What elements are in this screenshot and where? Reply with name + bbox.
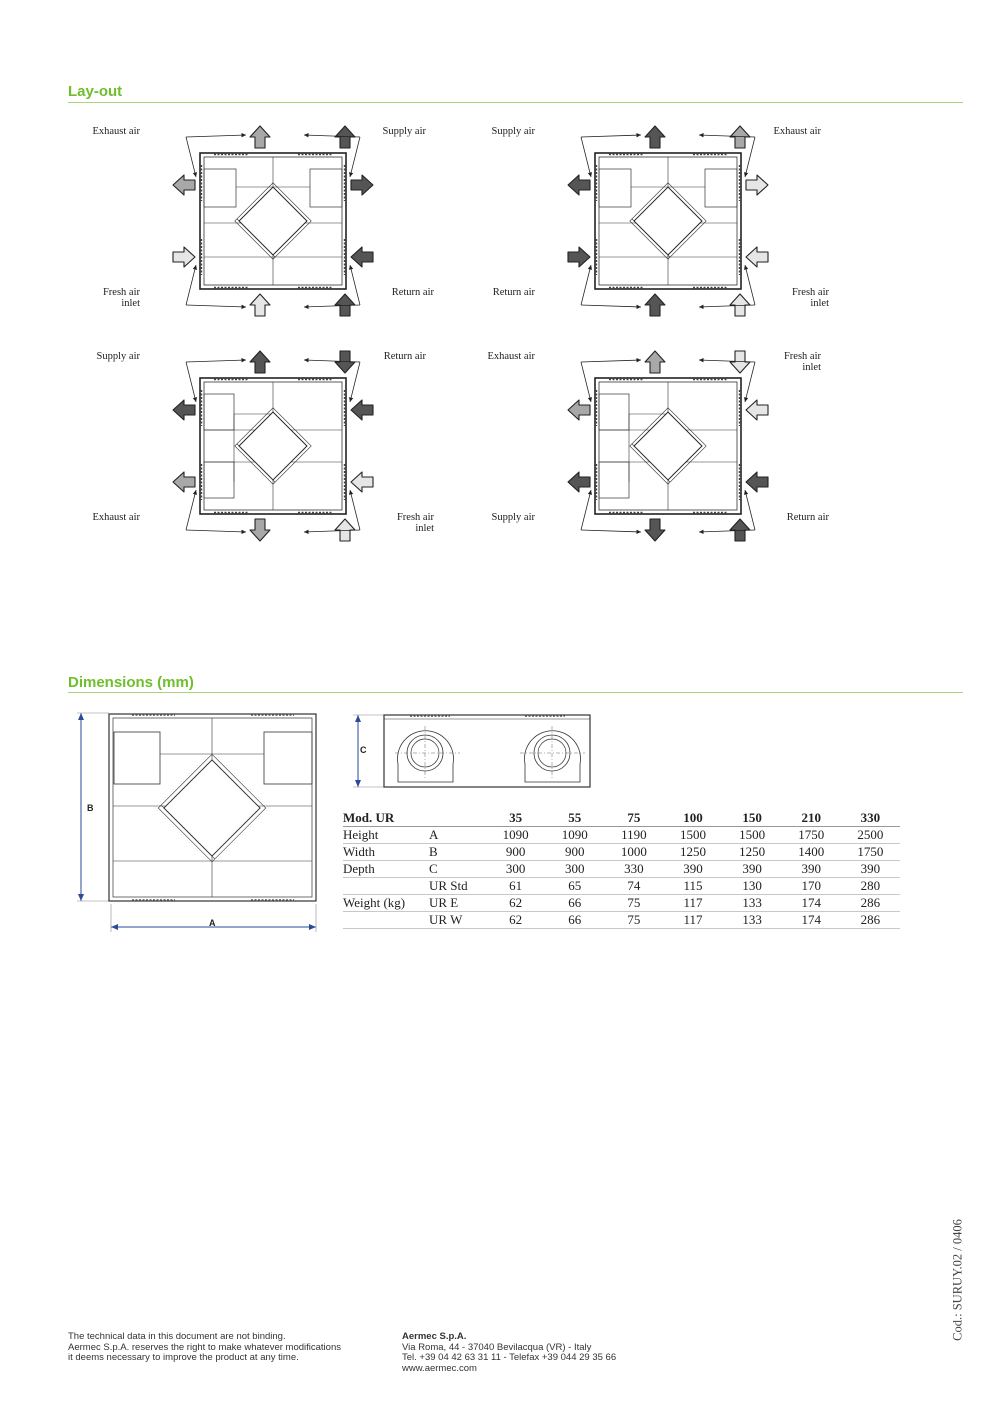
row-symbol: A: [429, 827, 486, 844]
table-row: [343, 895, 900, 912]
airflow-label: Return air: [391, 287, 434, 298]
airflow-arrow-icon: [568, 400, 590, 420]
table-header: 150: [723, 810, 782, 827]
table-cell: 1250: [663, 844, 722, 861]
table-cell: 1750: [841, 844, 900, 861]
table-cell: 1750: [782, 827, 841, 844]
website-link[interactable]: www.aermec.com: [402, 1362, 477, 1374]
row-quantity: Width: [343, 844, 429, 861]
table-header: 55: [545, 810, 604, 827]
table-cell: 330: [604, 861, 663, 878]
airflow-label: Supply air: [96, 351, 140, 362]
row-quantity: [343, 878, 429, 895]
airflow-arrow-icon: [351, 175, 373, 195]
airflow-label: Exhaust air: [773, 126, 821, 137]
airflow-arrow-icon: [351, 247, 373, 267]
table-cell: 133: [723, 912, 782, 929]
table-cell: 1500: [723, 827, 782, 844]
table-cell: 1090: [545, 827, 604, 844]
table-cell: 75: [604, 895, 663, 912]
table-cell: 2500: [841, 827, 900, 844]
table-cell: 117: [663, 895, 722, 912]
row-symbol: UR W: [429, 912, 486, 929]
footer-company-info: Aermec S.p.A. Via Roma, 44 - 37040 Bevilacqua (VR) - Italy Tel. +39 04 42 63 31 11 - Telefax +39 044 29 35 66 www.aermec.com: [402, 1331, 617, 1374]
table-row: [343, 827, 900, 844]
table-header: Mod. UR: [343, 810, 429, 827]
airflow-label: Fresh air inlet: [102, 287, 140, 309]
front-view-drawing: [75, 708, 325, 938]
table-cell: 66: [545, 912, 604, 929]
table-cell: 174: [782, 912, 841, 929]
airflow-arrow-icon: [250, 519, 270, 541]
dimensions-section-title: Dimensions (mm): [68, 674, 194, 691]
airflow-arrow-icon: [173, 472, 195, 492]
table-cell: 900: [486, 844, 545, 861]
airflow-label: Fresh air inlet: [791, 287, 829, 309]
table-cell: 130: [723, 878, 782, 895]
document-code: Cod.: SURUY.02 / 0406: [950, 1219, 965, 1341]
airflow-label: Supply air: [491, 126, 535, 137]
airflow-arrow-icon: [173, 400, 195, 420]
table-cell: 133: [723, 895, 782, 912]
table-cell: 1250: [723, 844, 782, 861]
side-view-drawing: [350, 710, 600, 795]
table-header: [429, 810, 486, 827]
table-cell: 390: [723, 861, 782, 878]
row-symbol: UR Std: [429, 878, 486, 895]
table-cell: 1500: [663, 827, 722, 844]
dim-label-b: B: [87, 803, 94, 813]
table-cell: 61: [486, 878, 545, 895]
airflow-label: Supply air: [491, 512, 535, 523]
table-cell: 1190: [604, 827, 663, 844]
table-cell: 390: [782, 861, 841, 878]
airflow-arrow-icon: [568, 175, 590, 195]
table-row: [343, 878, 900, 895]
row-symbol: B: [429, 844, 486, 861]
table-header-row: [343, 810, 900, 827]
table-header: 330: [841, 810, 900, 827]
airflow-arrow-icon: [746, 400, 768, 420]
table-cell: 300: [545, 861, 604, 878]
table-cell: 280: [841, 878, 900, 895]
airflow-arrow-icon: [645, 351, 665, 373]
row-symbol: C: [429, 861, 486, 878]
dimensions-section-rule: [68, 692, 963, 693]
table-cell: 1000: [604, 844, 663, 861]
airflow-arrow-icon: [645, 294, 665, 316]
row-quantity: Weight (kg): [343, 895, 429, 912]
table-header: 35: [486, 810, 545, 827]
airflow-arrow-icon: [645, 126, 665, 148]
layout-section-title: Lay-out: [68, 83, 123, 100]
table-cell: 66: [545, 895, 604, 912]
table-row: [343, 861, 900, 878]
table-cell: 115: [663, 878, 722, 895]
dim-label-a: A: [209, 918, 216, 928]
dim-label-c: C: [360, 745, 367, 755]
layout-diagram-1: [170, 115, 410, 335]
airflow-arrow-icon: [250, 294, 270, 316]
footer-disclaimer: The technical data in this document are not binding. Aermec S.p.A. reserves the right to make whatever modifications it deems necessary to improve the product at any time.: [68, 1331, 341, 1363]
row-quantity: [343, 912, 429, 929]
airflow-arrow-icon: [645, 519, 665, 541]
company-name: Aermec S.p.A.: [402, 1331, 467, 1342]
table-cell: 117: [663, 912, 722, 929]
table-cell: 62: [486, 912, 545, 929]
airflow-label: Fresh air inlet: [396, 512, 434, 534]
table-cell: 390: [663, 861, 722, 878]
airflow-arrow-icon: [250, 126, 270, 148]
table-header: 100: [663, 810, 722, 827]
airflow-label: Supply air: [382, 126, 426, 137]
layout-section-rule: [68, 102, 963, 103]
table-cell: 300: [486, 861, 545, 878]
airflow-arrow-icon: [746, 247, 768, 267]
table-cell: 170: [782, 878, 841, 895]
row-quantity: Height: [343, 827, 429, 844]
table-cell: 286: [841, 895, 900, 912]
airflow-arrow-icon: [568, 247, 590, 267]
airflow-arrow-icon: [250, 351, 270, 373]
airflow-label: Fresh air inlet: [783, 351, 821, 373]
table-cell: 1400: [782, 844, 841, 861]
table-row: [343, 912, 900, 929]
airflow-arrow-icon: [568, 472, 590, 492]
airflow-arrow-icon: [746, 472, 768, 492]
airflow-label: Return air: [383, 351, 426, 362]
airflow-arrow-icon: [351, 472, 373, 492]
table-cell: 390: [841, 861, 900, 878]
airflow-arrow-icon: [173, 175, 195, 195]
table-cell: 65: [545, 878, 604, 895]
table-cell: 286: [841, 912, 900, 929]
airflow-arrow-icon: [351, 400, 373, 420]
airflow-label: Exhaust air: [487, 351, 535, 362]
table-cell: 900: [545, 844, 604, 861]
layout-diagram-4: [565, 340, 805, 560]
table-cell: 75: [604, 912, 663, 929]
row-symbol: UR E: [429, 895, 486, 912]
airflow-label: Exhaust air: [92, 512, 140, 523]
table-cell: 74: [604, 878, 663, 895]
airflow-label: Return air: [492, 287, 535, 298]
airflow-label: Exhaust air: [92, 126, 140, 137]
table-cell: 62: [486, 895, 545, 912]
table-header: 210: [782, 810, 841, 827]
dimensions-table: [343, 810, 900, 929]
airflow-label: Return air: [786, 512, 829, 523]
table-row: [343, 844, 900, 861]
airflow-arrow-icon: [173, 247, 195, 267]
table-cell: 1090: [486, 827, 545, 844]
row-quantity: Depth: [343, 861, 429, 878]
table-cell: 174: [782, 895, 841, 912]
airflow-arrow-icon: [746, 175, 768, 195]
table-header: 75: [604, 810, 663, 827]
